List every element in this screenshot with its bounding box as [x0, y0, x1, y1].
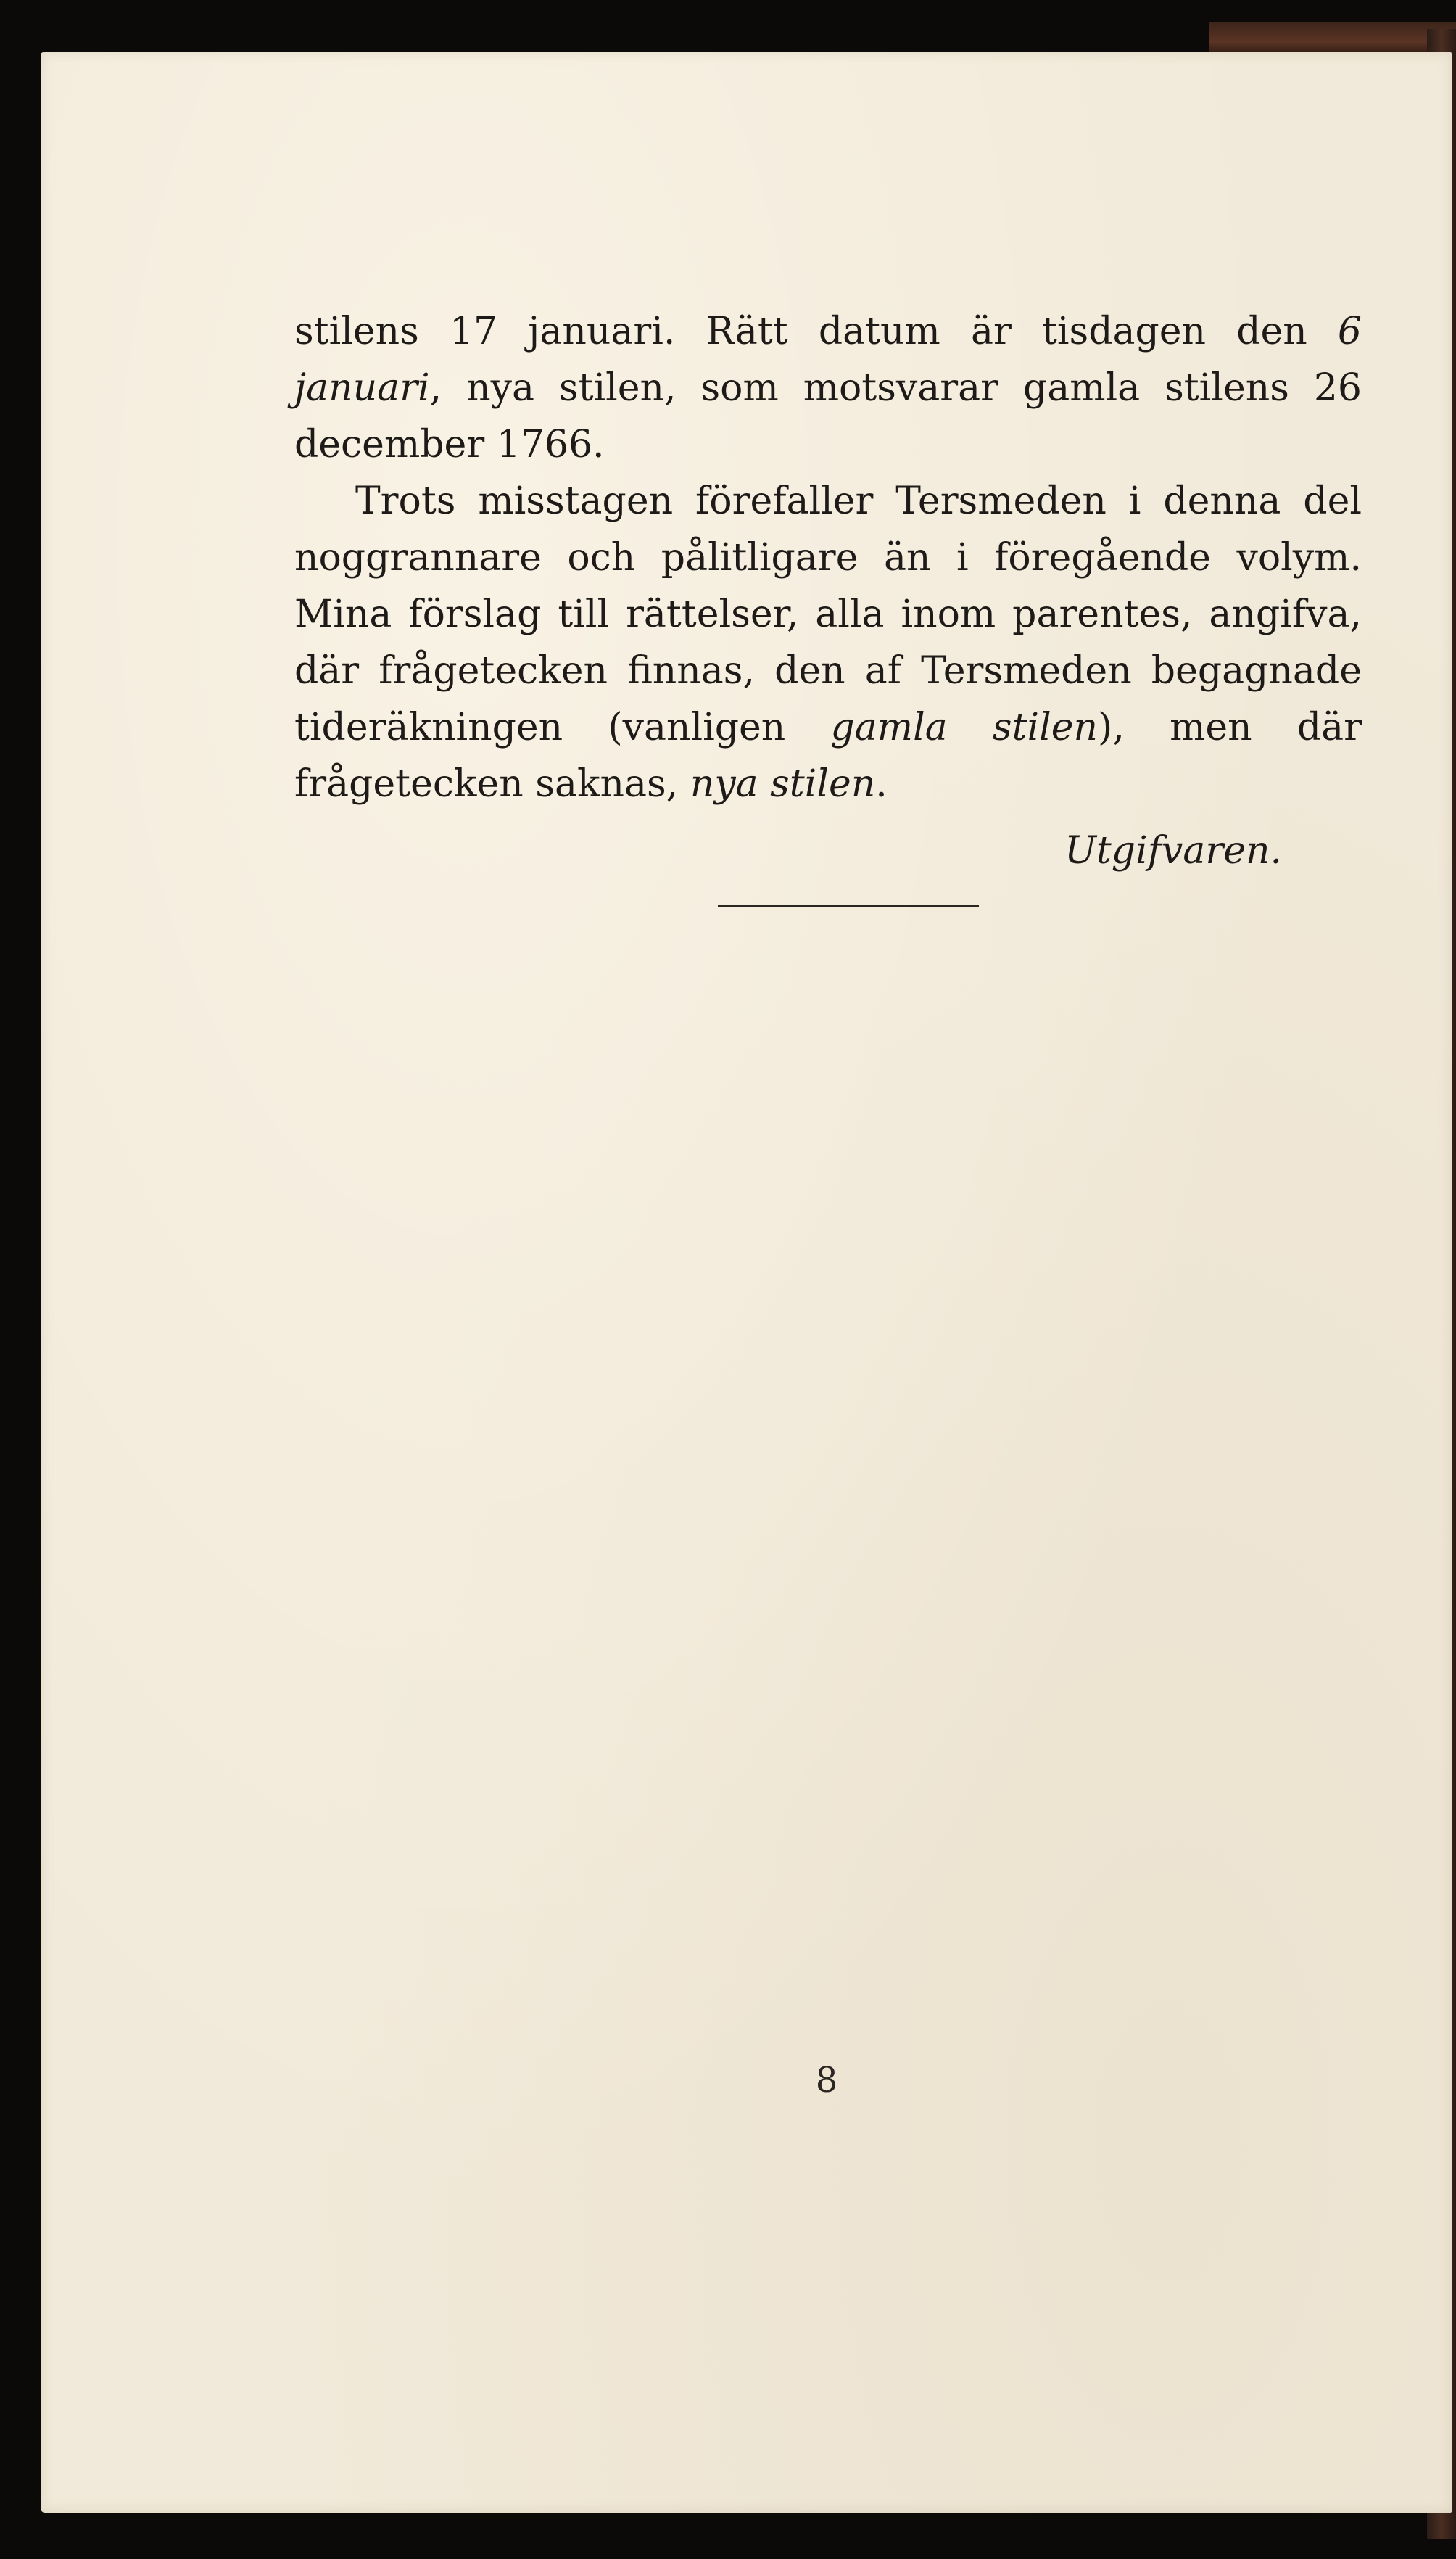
- paragraph-2-text-1: Trots misstagen förefaller Tersmeden i denna del noggrannare och pålitligare än i föregående volym. Mina förslag till rättelser, alla inom parentes, angifva, där frågetecken finnas, den af Tersmeden begagnade tideräkningen (vanligen: [294, 479, 1362, 749]
- paragraph-1-text-2: , nya stilen, som motsvarar gamla stilens 26 december 1766.: [294, 366, 1362, 466]
- paragraph-1-italic-date: 6 januari: [294, 310, 1362, 410]
- page-number: 8: [815, 2060, 838, 2101]
- paragraph-2-text-3: .: [875, 762, 888, 806]
- signature: Utgifvaren.: [1064, 829, 1282, 873]
- paragraph-2-italic-old-style: gamla stilen: [830, 706, 1099, 749]
- page-text: [294, 303, 1362, 879]
- paragraph-1-text-1: stilens 17 januari. Rätt datum är tisdagen den: [294, 310, 1338, 353]
- paragraph-2-italic-new-style: nya stilen: [690, 762, 876, 806]
- book-cover-edge-top: [1209, 22, 1456, 55]
- paragraph-2: [294, 473, 1362, 812]
- paragraph-2-text-2: ), men där frågetecken saknas,: [294, 706, 1362, 806]
- section-divider-rule: [718, 905, 979, 907]
- paragraph-1: [294, 303, 1362, 473]
